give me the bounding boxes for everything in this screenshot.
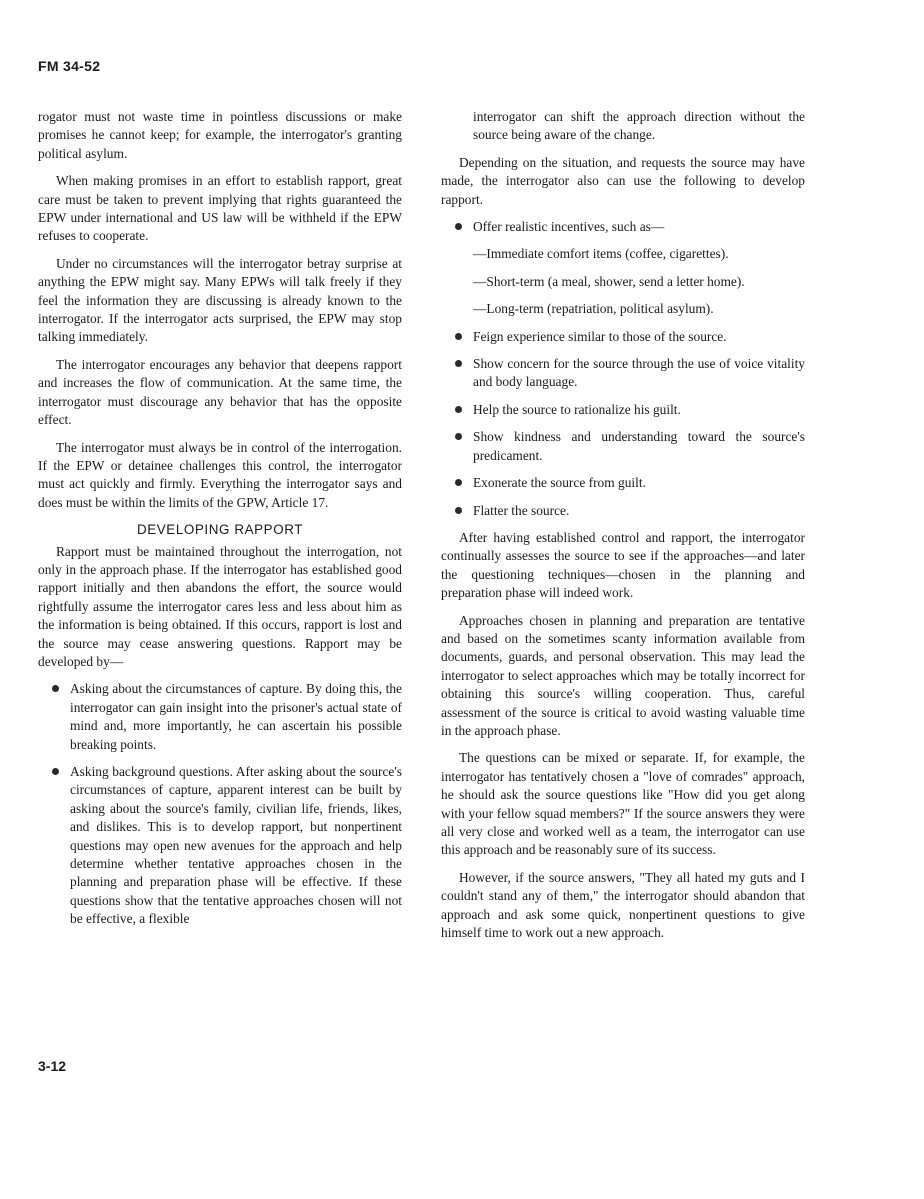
page-header: FM 34-52 xyxy=(38,58,101,74)
paragraph: Approaches chosen in planning and preparation are tentative and based on the sometimes scanty information available from documents, guards, and personal observation. This may lead the interrogator to select approaches which may be totally incorrect for obtaining this source's willing cooperation. Thus, careful assessment of the source is critical to avoid wasting valuable time in the approach phase. xyxy=(441,612,805,738)
paragraph: The interrogator encourages any behavior that deepens rapport and increases the flow of communication. At the same time, the interrogator must discourage any behavior that has the opposite effect. xyxy=(38,356,402,428)
bullet-list xyxy=(441,218,805,236)
list-item-text: Show concern for the source through the use of voice vitality and body language. xyxy=(473,356,805,390)
bullet-icon xyxy=(455,433,462,440)
list-item-text: Feign experience similar to those of the source. xyxy=(473,328,727,344)
left-column xyxy=(38,108,402,938)
bullet-list xyxy=(441,328,805,520)
paragraph: Under no circumstances will the interrogator betray surprise at anything the EPW might say. Many EPWs will talk freely if they feel the information they are discussing is already known to the interrogator. If the interrogator acts surprised, the EPW may stop talking immediately. xyxy=(38,255,402,345)
bullet-icon xyxy=(455,360,462,367)
list-item xyxy=(441,401,805,419)
paragraph: After having established control and rapport, the interrogator continually assesses the source to see if the approaches—and later the questioning techniques—chosen in the planning and preparation phase will indeed work. xyxy=(441,529,805,601)
list-item-text: Show kindness and understanding toward the source's predicament. xyxy=(473,429,805,463)
bullet-icon xyxy=(455,479,462,486)
bullet-icon xyxy=(52,685,59,692)
section-heading: DEVELOPING RAPPORT xyxy=(136,522,304,538)
paragraph: The questions can be mixed or separate. If, for example, the interrogator has tentatively chosen a "love of comrades" approach, he should ask the source questions like "How did you get along with your fellow squad members?" If the source answers they were all very close and worked well as a team, the interrogator can use this approach and be reasonably sure of its success. xyxy=(441,750,805,858)
list-item-text: Help the source to rationalize his guilt. xyxy=(473,401,681,417)
sub-item: —Immediate comfort items (coffee, cigarettes). xyxy=(473,246,729,262)
list-item xyxy=(441,218,805,236)
bullet-icon xyxy=(455,223,462,230)
bullet-icon xyxy=(455,333,462,340)
list-item-text: Flatter the source. xyxy=(473,502,570,518)
paragraph: However, if the source answers, "They all hated my guts and I couldn't stand any of them," the interrogator should abandon that approach and ask some quick, nonpertinent questions to give himself time to work out a new approach. xyxy=(441,869,805,941)
list-item xyxy=(441,428,805,465)
list-item-text: Asking about the circumstances of capture. By doing this, the interrogator can gain insight into the prisoner's actual state of mind and, more importantly, he can ascertain his possible breaking points. xyxy=(70,681,402,752)
sub-item: —Short-term (a meal, shower, send a letter home). xyxy=(473,273,745,289)
bullet-icon xyxy=(455,406,462,413)
right-column xyxy=(441,108,805,951)
list-item xyxy=(38,763,402,929)
list-item xyxy=(38,680,402,754)
list-item xyxy=(441,328,805,346)
paragraph-continuation: interrogator can shift the approach direction without the source being aware of the change. xyxy=(473,109,805,143)
list-item xyxy=(441,474,805,492)
bullet-icon xyxy=(455,507,462,514)
paragraph: When making promises in an effort to establish rapport, great care must be taken to prevent implying that rights guaranteed the EPW under international and US law will be withheld if the EPW refuses to cooperate. xyxy=(38,173,402,244)
list-item-text: Asking background questions. After asking about the source's circumstances of capture, apparent interest can be built by asking about the source's family, civilian life, friends, likes, and dislikes. This is to develop rapport, but nonpertinent questions may open new avenues for the approach and help determine whether tentative approaches chosen in the planning and preparation phase will be effective. If these questions show that the tentative approaches chosen will not be effective, a flexible xyxy=(70,764,402,927)
list-item-text: Offer realistic incentives, such as— xyxy=(473,219,665,235)
page-number: 3-12 xyxy=(38,1058,67,1074)
bullet-icon xyxy=(52,768,59,775)
sub-item: —Long-term (repatriation, political asylum). xyxy=(473,301,714,317)
list-item xyxy=(441,355,805,392)
paragraph: rogator must not waste time in pointless discussions or make promises he cannot keep; for example, the interrogator's granting political asylum. xyxy=(38,109,402,161)
paragraph: Rapport must be maintained throughout the interrogation, not only in the approach phase. If the interrogator has established good rapport initially and then abandons the effort, the source would rightfully assume the interrogator cares less and less about him as the information is being obtained. If this occurs, rapport is lost and the source may cease answering questions. Rapport may be developed by— xyxy=(38,543,402,669)
list-item-text: Exonerate the source from guilt. xyxy=(473,475,646,491)
bullet-list xyxy=(38,680,402,928)
paragraph: The interrogator must always be in control of the interrogation. If the EPW or detainee challenges this control, the interrogator must act quickly and firmly. Everything the interrogator says and does must be within the limits of the GPW, Article 17. xyxy=(38,439,402,510)
paragraph: Depending on the situation, and requests the source may have made, the interrogator also can use the following to develop rapport. xyxy=(441,154,805,207)
list-item xyxy=(441,502,805,520)
